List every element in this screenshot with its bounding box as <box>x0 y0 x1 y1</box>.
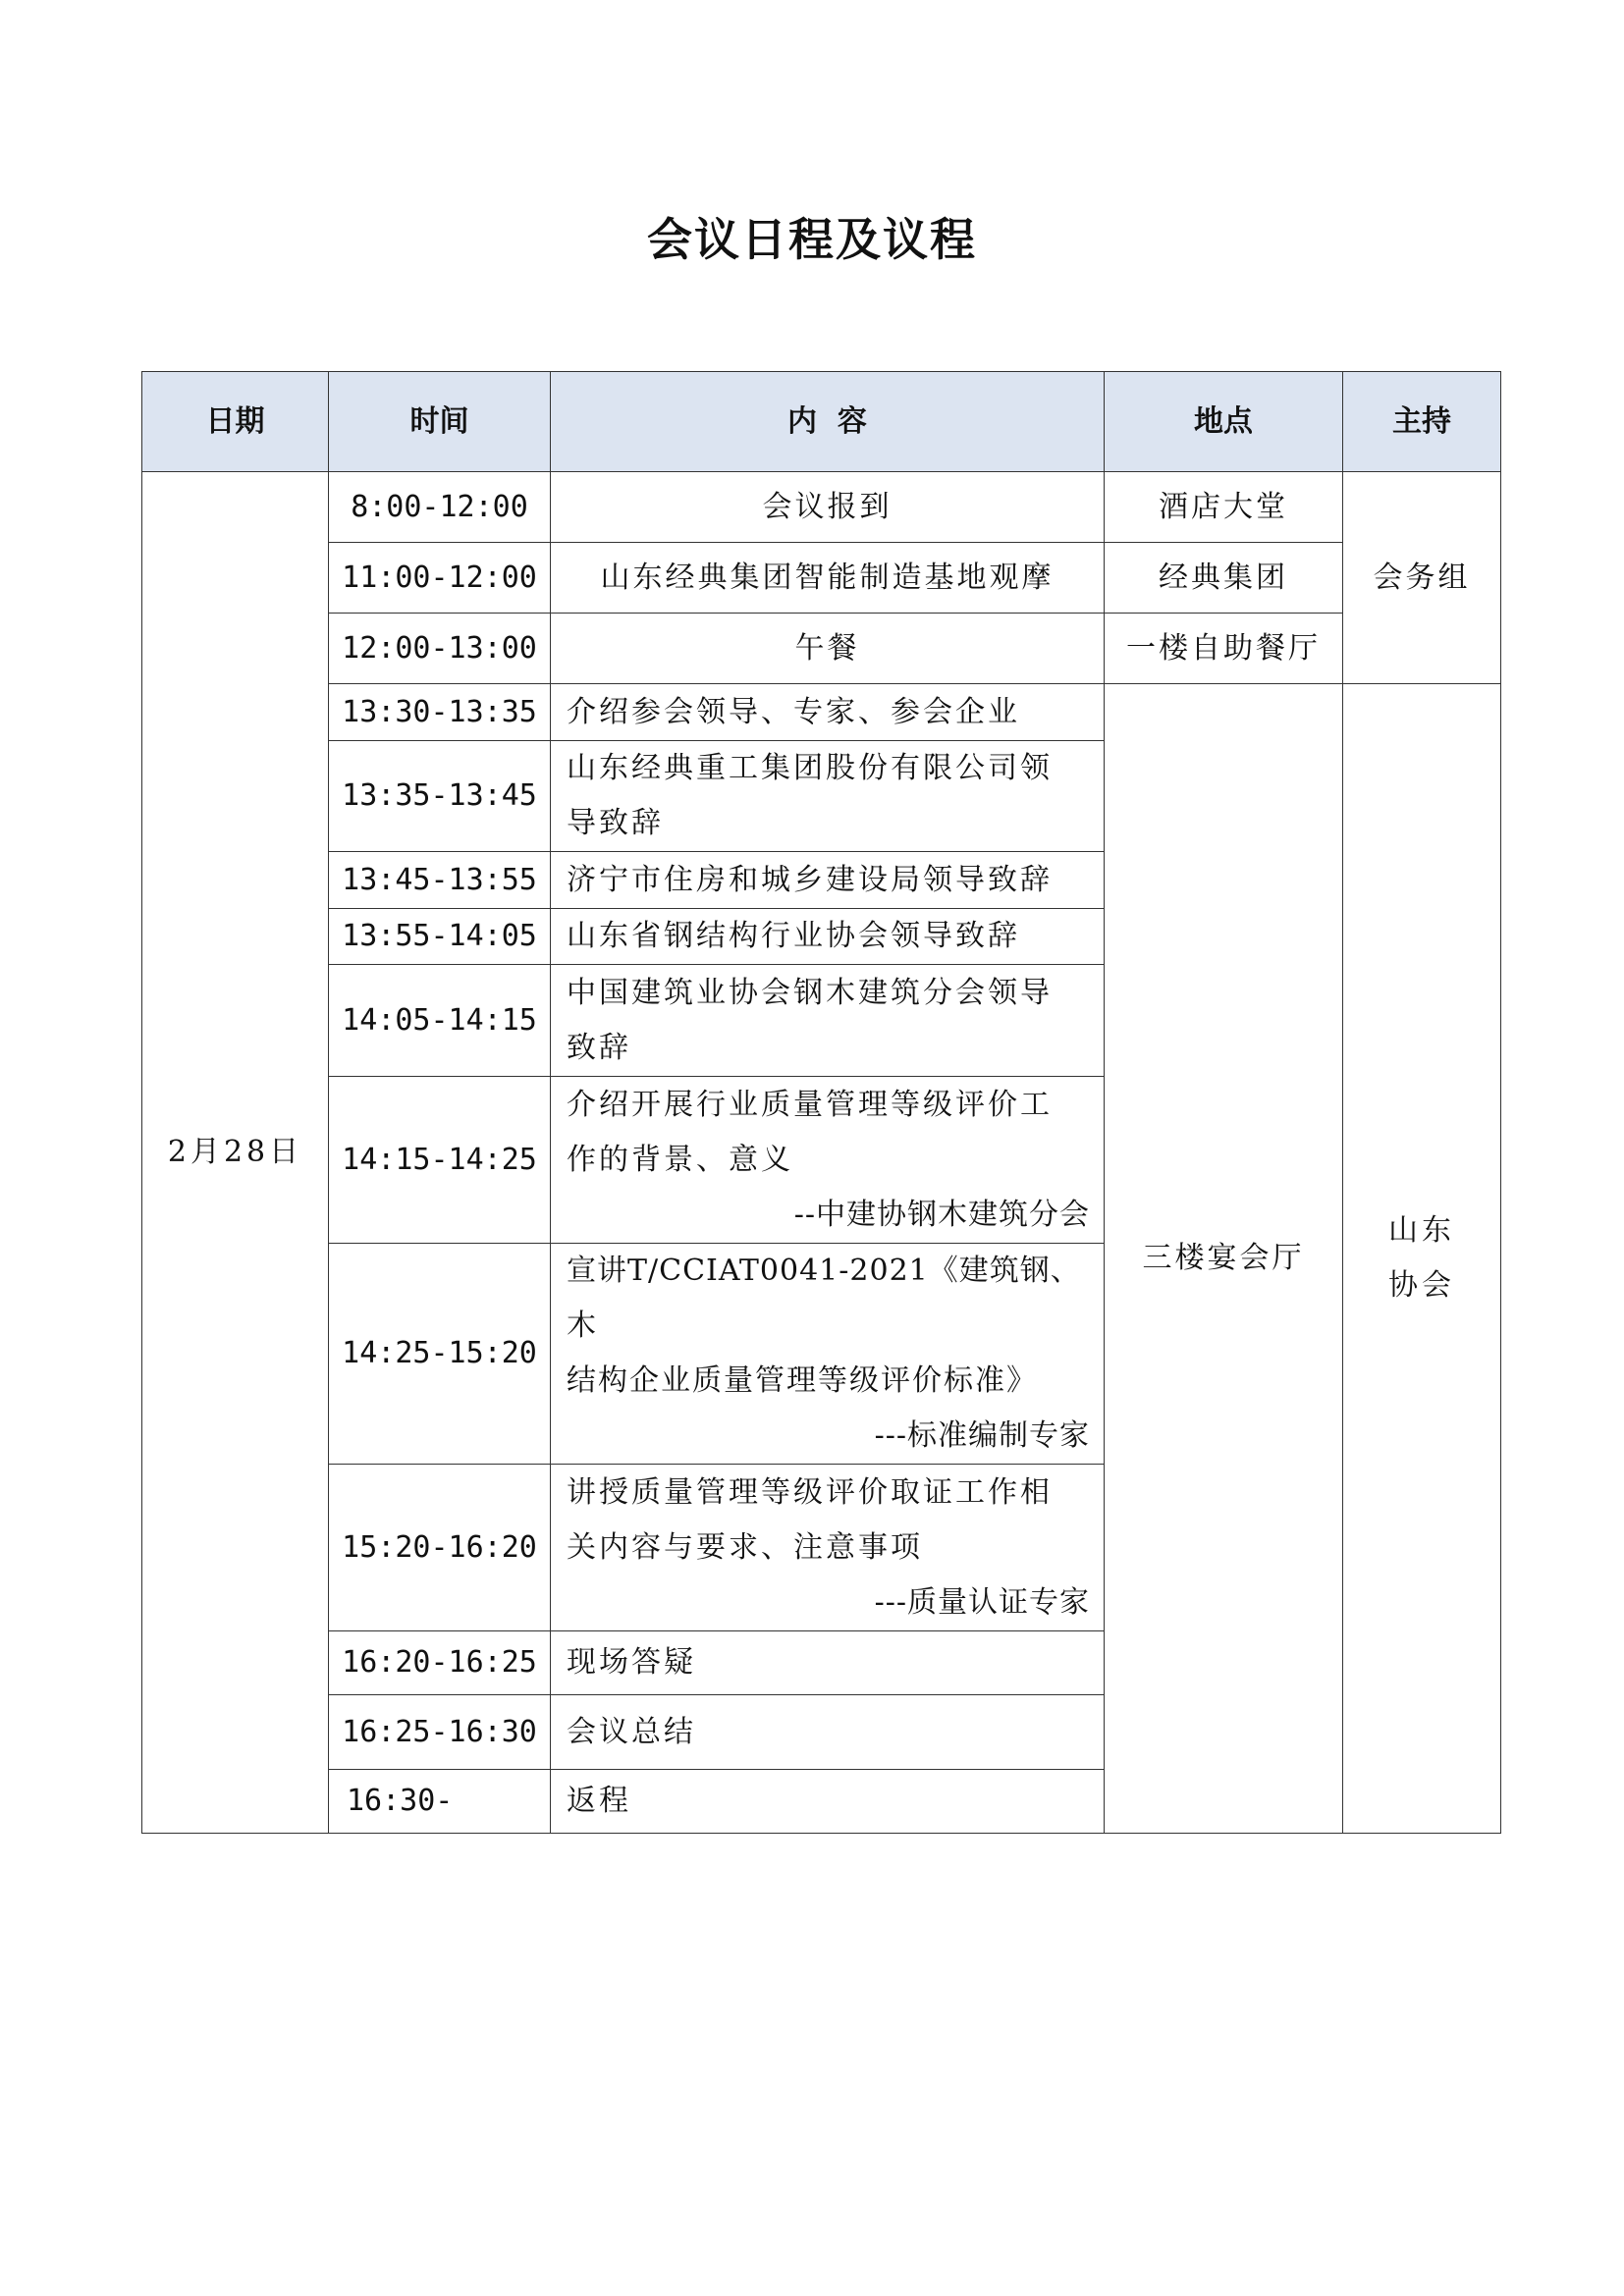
content-cell: 现场答疑 <box>551 1631 1105 1695</box>
header-row <box>142 372 1501 472</box>
header-location: 地点 <box>1105 372 1343 472</box>
agenda-table <box>141 371 1501 1834</box>
time-cell: 15:20-16:20 <box>329 1465 551 1631</box>
host-cell <box>1343 684 1501 1834</box>
time-cell: 16:25-16:30 <box>329 1695 551 1770</box>
content-cell <box>551 1244 1105 1465</box>
header-host: 主持 <box>1343 372 1501 472</box>
table-row <box>142 543 1501 614</box>
time-cell: 14:05-14:15 <box>329 965 551 1077</box>
content-line: 结构企业质量管理等级评价标准》 <box>567 1363 1038 1398</box>
content-cell: 返程 <box>551 1770 1105 1834</box>
host-line: 山东 <box>1388 1213 1455 1248</box>
table-row <box>142 472 1501 543</box>
content-cell <box>551 965 1105 1077</box>
page-title: 会议日程及议程 <box>647 213 977 266</box>
host-cell: 会务组 <box>1343 472 1501 684</box>
time-cell: 8:00-12:00 <box>329 472 551 543</box>
date-cell: 2月28日 <box>142 472 329 1834</box>
time-cell: 13:55-14:05 <box>329 909 551 965</box>
content-cell <box>551 1077 1105 1244</box>
content-cell: 山东经典集团智能制造基地观摩 <box>551 543 1105 614</box>
host-line: 协会 <box>1388 1268 1455 1303</box>
content-line: 致辞 <box>567 1030 631 1065</box>
content-line: 关内容与要求、注意事项 <box>567 1529 923 1565</box>
content-line: 山东经典重工集团股份有限公司领 <box>567 751 1053 785</box>
time-cell: 11:00-12:00 <box>329 543 551 614</box>
table-row <box>142 614 1501 684</box>
header-content: 内 容 <box>551 372 1105 472</box>
content-cell <box>551 741 1105 852</box>
time-cell: 13:45-13:55 <box>329 852 551 909</box>
time-cell: 16:20-16:25 <box>329 1631 551 1695</box>
location-cell: 一楼自助餐厅 <box>1105 614 1343 684</box>
table-row <box>142 684 1501 741</box>
content-cell: 午餐 <box>551 614 1105 684</box>
content-cell: 会议总结 <box>551 1695 1105 1770</box>
speaker-line: ---标准编制专家 <box>874 1418 1090 1453</box>
content-cell: 山东省钢结构行业协会领导致辞 <box>551 909 1105 965</box>
content-line: 导致辞 <box>567 806 664 840</box>
time-cell: 12:00-13:00 <box>329 614 551 684</box>
location-cell: 酒店大堂 <box>1105 472 1343 543</box>
content-cell: 济宁市住房和城乡建设局领导致辞 <box>551 852 1105 909</box>
location-cell: 三楼宴会厅 <box>1105 684 1343 1834</box>
content-line: 宣讲T/CCIAT0041-2021《建筑钢、木 <box>567 1254 1081 1343</box>
content-cell: 会议报到 <box>551 472 1105 543</box>
location-cell: 经典集团 <box>1105 543 1343 614</box>
content-cell: 介绍参会领导、专家、参会企业 <box>551 684 1105 741</box>
time-cell: 13:35-13:45 <box>329 741 551 852</box>
content-cell <box>551 1465 1105 1631</box>
time-cell: 14:15-14:25 <box>329 1077 551 1244</box>
speaker-line: ---质量认证专家 <box>874 1584 1090 1620</box>
content-line: 作的背景、意义 <box>567 1142 793 1177</box>
content-line: 介绍开展行业质量管理等级评价工 <box>567 1087 1053 1122</box>
time-cell: 16:30- <box>329 1770 551 1834</box>
speaker-line: --中建协钢木建筑分会 <box>793 1197 1090 1232</box>
time-cell: 13:30-13:35 <box>329 684 551 741</box>
header-date: 日期 <box>142 372 329 472</box>
time-cell: 14:25-15:20 <box>329 1244 551 1465</box>
header-time: 时间 <box>329 372 551 472</box>
content-line: 中国建筑业协会钢木建筑分会领导 <box>567 975 1053 1010</box>
content-line: 讲授质量管理等级评价取证工作相 <box>567 1474 1053 1510</box>
